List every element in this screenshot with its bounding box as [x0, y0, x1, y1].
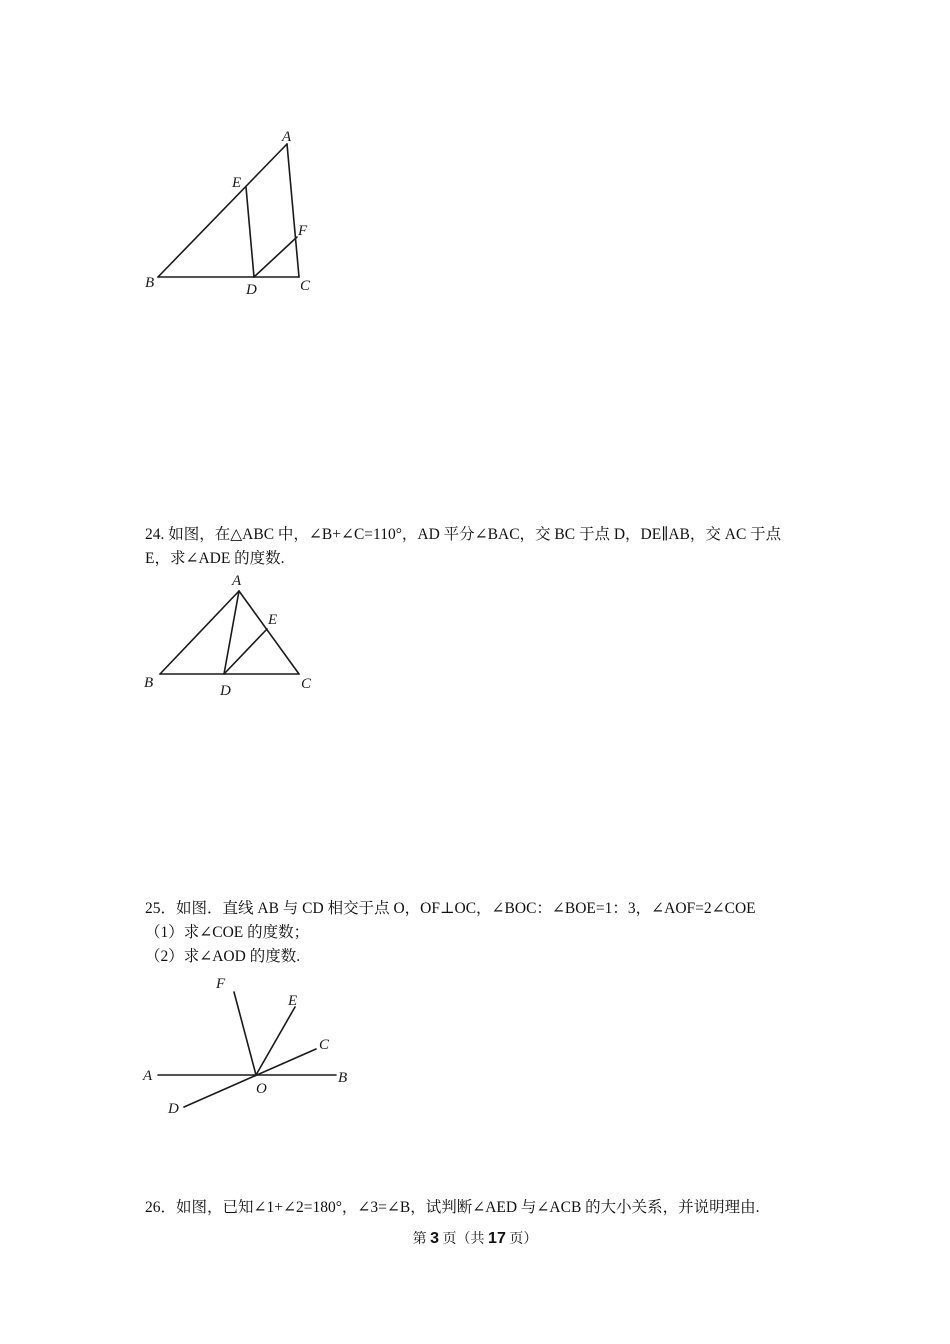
ray-oe — [256, 1007, 295, 1075]
segment-ab — [158, 144, 287, 277]
label-b: B — [145, 275, 155, 291]
question-25-line2: （1）求∠COE 的度数； — [145, 924, 310, 941]
footer-total-pages: 17 — [488, 1230, 506, 1247]
question-26-line1: 26．如图，已知∠1+∠2=180°，∠3=∠B，试判断∠AED 与∠ACB 的大小关系，并说明理由. — [145, 1199, 760, 1216]
question-24-line1: 24. 如图，在△ABC 中，∠B+∠C=110°，AD 平分∠BAC，交 BC 于点 D，DE∥AB，交 AC 于点 — [145, 526, 782, 543]
ray-of — [234, 992, 256, 1075]
segment-ed — [246, 187, 254, 277]
segment-df — [254, 237, 297, 277]
figure-triangle-edf — [140, 125, 340, 305]
label-b: B — [144, 675, 154, 691]
figure-triangle-ade — [140, 570, 340, 705]
label-d: D — [246, 282, 257, 298]
footer-page-number: 3 — [430, 1230, 440, 1247]
page-footer — [0, 1228, 950, 1248]
label-d: D — [220, 683, 231, 699]
segment-ac — [287, 144, 299, 277]
question-25-line3: （2）求∠AOD 的度数. — [145, 948, 301, 965]
label-c: C — [319, 1037, 330, 1053]
question-25-line1: 25．如图．直线 AB 与 CD 相交于点 O，OF⊥OC，∠BOC：∠BOE=1：3，∠AOF=2∠COE — [145, 900, 756, 917]
label-c: C — [301, 676, 312, 692]
footer-middle: 页（共 — [439, 1232, 489, 1247]
footer-prefix: 第 — [412, 1232, 431, 1247]
question-25 — [145, 897, 756, 969]
label-e: E — [268, 612, 278, 628]
label-o: O — [256, 1081, 267, 1097]
footer-suffix: 页） — [505, 1232, 538, 1247]
label-f: F — [216, 976, 226, 992]
label-a: A — [143, 1068, 153, 1084]
line-cd — [184, 1049, 316, 1107]
label-f: F — [298, 223, 308, 239]
label-c: C — [300, 278, 311, 294]
label-d: D — [168, 1101, 179, 1117]
label-a: A — [282, 129, 292, 145]
question-24-line2: E，求∠ADE 的度数. — [145, 550, 285, 567]
label-e: E — [232, 175, 242, 191]
segment-ab — [160, 591, 239, 674]
question-26 — [145, 1196, 760, 1220]
question-24 — [145, 523, 781, 571]
label-b: B — [338, 1070, 348, 1086]
segment-ac — [239, 591, 299, 674]
figure-intersecting-lines — [140, 970, 370, 1120]
label-e: E — [288, 993, 298, 1009]
label-a: A — [232, 573, 242, 589]
